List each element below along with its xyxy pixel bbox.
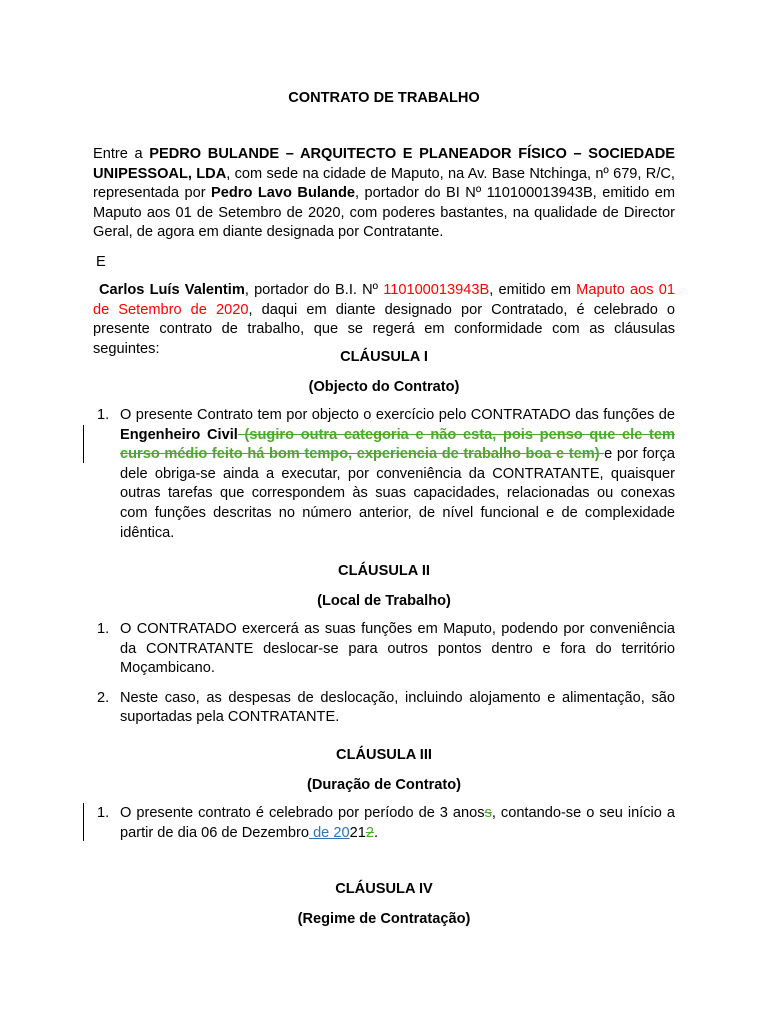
clause-4-heading: CLÁUSULA IV bbox=[335, 881, 433, 897]
representative-name: Pedro Lavo Bulande bbox=[211, 185, 355, 202]
document-title: CONTRATO DE TRABALHO bbox=[288, 90, 480, 106]
and-separator: E bbox=[96, 254, 106, 270]
tracked-deletion: s bbox=[484, 805, 492, 821]
clause-3-subheading: (Duração de Contrato) bbox=[306, 777, 462, 793]
employee-bi-place-date: Maputo aos 01 de Setembro de 2020 bbox=[93, 282, 675, 318]
role-title: Engenheiro Civil bbox=[120, 426, 238, 443]
employee-name: Carlos Luís Valentim bbox=[99, 282, 245, 298]
list-item: 1. O CONTRATADO exercerá as suas funções em Maputo, podendo por conveniência da CONTRATANTE deslocar-se para outros pontos dentro e fora do território Moçambicano. bbox=[97, 621, 675, 677]
tracked-deletion: 2 bbox=[365, 824, 374, 841]
contracted-party-paragraph: Carlos Luís Valentim, portador do B.I. Nº 110100013943B, emitido em Maputo aos 01 de Setembro de 2020, daqui em diante designado por Contratado, é celebrado o presente contrato de trabalho, que se regerá em conformidade com as cláusulas seguintes: bbox=[93, 282, 676, 357]
clause-1-heading: CLÁUSULA I bbox=[340, 349, 428, 365]
clause-3-list bbox=[93, 804, 675, 843]
employee-bi: 110100013943B bbox=[383, 282, 490, 298]
clause-3-heading: CLÁUSULA III bbox=[336, 747, 432, 763]
clause-2-subheading: (Local de Trabalho) bbox=[317, 593, 451, 609]
clause-4-subheading: (Regime de Contratação) bbox=[297, 911, 471, 927]
tracked-insertion: de 20 bbox=[309, 824, 350, 841]
clause-2-list bbox=[93, 620, 675, 728]
list-item: 1. O presente Contrato tem por objecto o exercício pelo CONTRATADO das funções de Engenheiro Civil (sugiro outra categoria e não esta, pois penso que ele tem curso médio feito há bom tempo, experiencia de trabalho boa e tem) e por força dele obriga-se ainda a executar, por conveniência da CONTRATANTE, quaisquer outras tarefas que correspondem às suas capacidades, relacionadas ou conexas com funções descritas no número anterior, de nível funcional e de complexidade idêntica. bbox=[97, 407, 676, 541]
tracked-deletion: (sugiro outra categoria e não esta, pois penso que ele tem curso médio feito há bom tempo, experiencia de trabalho boa e tem) bbox=[120, 426, 675, 463]
contracting-party-paragraph: Entre a PEDRO BULANDE – ARQUITECTO E PLANEADOR FÍSICO – SOCIEDADE UNIPESSOAL, LDA, com sede na cidade de Maputo, na Av. Base Ntchinga, nº 679, R/C, representada por Pedro Lavo Bulande, portador do BI Nº 110100013943B, emitido em Maputo aos 01 de Setembro de 2020, com poderes bastantes, na qualidade de Director Geral, de agora em diante designada por Contratante. bbox=[93, 146, 675, 241]
clause-2-heading: CLÁUSULA II bbox=[338, 563, 430, 579]
list-item: 2. Neste caso, as despesas de deslocação, incluindo alojamento e alimentação, são suportadas pela CONTRATANTE. bbox=[97, 689, 675, 726]
change-bar bbox=[83, 803, 84, 841]
clause-1-list bbox=[93, 406, 675, 543]
list-item: 1. O presente contrato é celebrado por período de 3 anoss, contando-se o seu início a partir de dia 06 de Dezembro de 20212. bbox=[97, 805, 676, 841]
clause-1-subheading: (Objecto do Contrato) bbox=[308, 379, 460, 395]
company-name: PEDRO BULANDE – ARQUITECTO E PLANEADOR FÍSICO – SOCIEDADE UNIPESSOAL, LDA bbox=[93, 146, 675, 182]
change-bar bbox=[83, 425, 84, 463]
